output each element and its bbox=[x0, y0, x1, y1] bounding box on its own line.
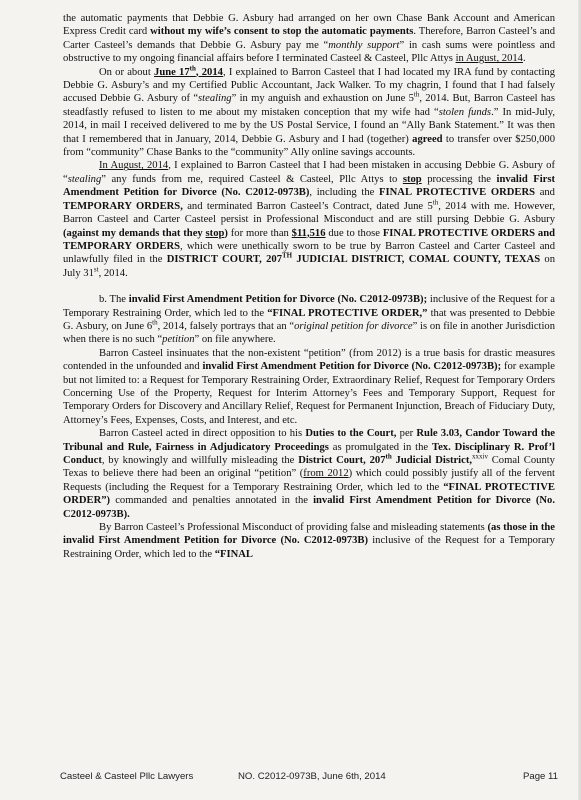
footer-firm-name: Casteel & Casteel Pllc Lawyers bbox=[60, 771, 194, 782]
document-body bbox=[63, 12, 555, 561]
text-run: Barron Casteel insinuates that the non-existent “petition” (from 2012) is a true basis for drastic measures contended in the unfounded and bbox=[63, 347, 555, 373]
text-run: and terminated Barron Casteel’s Contract, dated June 5 bbox=[182, 200, 433, 212]
text-run: monthly support bbox=[328, 39, 400, 51]
text-run: “FINAL PROTECTIVE ORDER”) bbox=[63, 481, 555, 507]
text-run: FINAL PROTECTIVE ORDERS bbox=[379, 187, 535, 199]
text-run: ) which could possibly justify all of the fervent Requests (including the Request for a Temporary Restraining Order, which led to the bbox=[63, 468, 555, 493]
text-run: petition bbox=[162, 334, 195, 346]
text-run: stop bbox=[205, 227, 225, 239]
text-run: agreed bbox=[412, 133, 443, 145]
paragraph bbox=[63, 521, 555, 561]
text-run: $11,516 bbox=[291, 227, 326, 239]
text-run: TEMPORARY ORDERS, bbox=[63, 200, 183, 212]
paragraph bbox=[63, 293, 555, 347]
text-run: . Therefore, Barron Casteel’s and Carter Casteel’s demands that Debbie G. Asbury pay me “ bbox=[63, 26, 555, 51]
text-run: processing the bbox=[421, 173, 497, 185]
text-run: inclusive of the Request for a Temporary Restraining Order, which led to the bbox=[63, 535, 555, 560]
text-run: due to those bbox=[325, 227, 383, 239]
text-run: th bbox=[432, 198, 439, 207]
text-run: for more than bbox=[227, 227, 292, 239]
text-run: , including the bbox=[309, 187, 380, 199]
text-run: th bbox=[413, 90, 420, 99]
text-run: , 2014 bbox=[195, 66, 223, 78]
text-run: invalid First Amendment Petition for Divorce (No. C2012-0973B); bbox=[128, 294, 428, 306]
text-run: in August, 2014 bbox=[455, 53, 523, 65]
text-run: stop bbox=[402, 173, 422, 185]
text-run: District Court, 207 bbox=[298, 455, 386, 466]
text-run: th bbox=[189, 64, 196, 73]
text-run: stolen funds bbox=[438, 106, 492, 118]
text-run: Barron Casteel acted in direct opposition to his bbox=[99, 428, 306, 440]
text-run: , which were unethically sworn to be true by Barron Casteel and Carter Casteel and unlawfully filed in the bbox=[63, 240, 555, 266]
text-run: and bbox=[535, 187, 555, 199]
text-run: , 2014, falsely portrays that an “ bbox=[157, 320, 295, 332]
text-run: Judicial District, bbox=[391, 455, 472, 466]
text-run: ” in cash sums were pointless and obstructive to my ongoing financial affairs before I terminated Casteel & Casteel, Pllc Attys bbox=[63, 39, 555, 65]
text-run: from 2012 bbox=[303, 468, 349, 480]
text-run: “FINAL bbox=[214, 548, 253, 560]
footer-page-number: Page 11 bbox=[522, 771, 558, 782]
text-run: .” In mid-July, 2014, in mail I received delivered to me by the US Postal Service, I found an “Ally Bank Statement.” It was then that I remembered that in January, 2014, Debbie G. Asbury and I had (together) bbox=[63, 106, 555, 145]
text-run: invalid First Amendment Petition for Divorce (No. C2012-0973B). bbox=[63, 495, 555, 520]
text-run: , 2014. bbox=[98, 267, 128, 279]
text-run: , 2014. But, Barron Casteel has steadfastly refused to listen to me about my mistaken conception that my wife had “ bbox=[63, 93, 556, 118]
text-run: In August, 2014 bbox=[99, 160, 169, 172]
text-run: th bbox=[152, 318, 158, 327]
text-run: , by knowingly and willfully misleading the bbox=[101, 455, 299, 466]
text-run: FINAL PROTECTIVE ORDERS and TEMPORARY ORDERS bbox=[63, 227, 556, 252]
text-run: June 17 bbox=[154, 66, 190, 78]
text-run: stealing bbox=[67, 173, 102, 185]
paragraph bbox=[63, 347, 555, 427]
text-run: Duties to the Court, bbox=[305, 428, 397, 440]
text-run: invalid First Amendment Petition for Divorce (No. C2012-0973B); bbox=[202, 361, 502, 373]
text-run: inclusive of the Request for a Temporary Restraining Order, which led to the bbox=[63, 294, 555, 319]
text-run: st bbox=[93, 265, 99, 274]
text-run: ” any funds from me, required Casteel & Casteel, Pllc Attys to bbox=[101, 173, 403, 185]
text-run: th bbox=[385, 452, 392, 461]
text-run: , I explained to Barron Casteel that I had located my IRA fund by contacting Debbie G. Asbury’s and my Certified Public Accountant, Jack Walker. To my chagrin, I found that I had falsely accused Debbie G. Asbury of “ bbox=[63, 66, 556, 105]
text-run: Tex. Disciplinary R. Prof’l Conduct bbox=[63, 441, 555, 466]
text-run: , 2014 with me. However, Barron Casteel and Carter Casteel persist in Professional Misconduct and are still pursing Debbie G. Asbury bbox=[63, 200, 556, 226]
text-run: By Barron Casteel’s Professional Misconduct of providing false and misleading statements bbox=[99, 522, 488, 534]
text-run: stealing bbox=[198, 93, 232, 105]
text-run: the automatic payments that Debbie G. Asbury had arranged on her own Chase Bank Account and American Express Credit card bbox=[63, 13, 555, 38]
paragraph bbox=[63, 66, 555, 160]
text-run: DISTRICT COURT, 207 bbox=[166, 254, 282, 266]
text-run: ” in my anguish and exhaustion on June 5 bbox=[231, 93, 414, 105]
text-run: On or about bbox=[99, 66, 155, 78]
text-run: . bbox=[522, 53, 526, 65]
text-run: Comal County Texas to believe there had been an original “petition” ( bbox=[63, 455, 555, 480]
text-run: JUDICIAL DISTRICT, COMAL COUNTY, TEXAS bbox=[292, 254, 541, 266]
footer-case-number: NO. C2012-0973B, June 6th, 2014 bbox=[238, 771, 386, 782]
text-run: xxxiv bbox=[472, 452, 488, 461]
text-run: for example but not limited to: a Request for Temporary Restraining Order, Extraordinary Relief, Request for Temporary Orders Concerning Use of the Property, Request for Interim Attorney’s Fees and Temporary Support, Request for Temporary Orders for Discovery and Ancillary Relief, Request for Permanent Injunction, Breach of Fiduciary Duty, Attorney’s Fees, Expenses, Costs, and Interest, and etc. bbox=[63, 361, 556, 426]
paragraph bbox=[63, 159, 555, 280]
paragraph bbox=[63, 427, 555, 521]
text-run: (against my demands that they bbox=[63, 227, 206, 239]
text-run: ” is on file in another Jurisdiction when there is no such “ bbox=[63, 320, 556, 346]
text-run: invalid First Amendment Petition for Divorce (No. C2012-0973B) bbox=[63, 173, 555, 199]
text-run: ) bbox=[224, 227, 228, 239]
text-run: ” on file anywhere. bbox=[194, 334, 276, 346]
text-run: without my wife’s consent to stop the automatic payments bbox=[150, 26, 414, 38]
text-run: “FINAL PROTECTIVE ORDER,” bbox=[267, 307, 428, 319]
text-run: TH bbox=[282, 251, 293, 260]
text-run: original petition for divorce bbox=[294, 320, 413, 332]
text-run: b. The bbox=[99, 294, 129, 306]
text-run: that was presented to Debbie G. Asbury, on June 6 bbox=[63, 307, 555, 332]
text-run: per bbox=[396, 428, 417, 440]
text-run: (as those in the invalid First Amendment Petition for Divorce (No. C2012-0973B) bbox=[63, 522, 556, 547]
paragraph bbox=[63, 12, 555, 66]
text-run: Rule 3.03, Candor Toward the Tribunal and Rule, Fairness in Adjudicatory Proceedings bbox=[63, 428, 556, 453]
text-run: on July 31 bbox=[63, 254, 555, 279]
text-run: commanded and penalties annotated in the bbox=[110, 495, 314, 507]
text-run: , I explained to Barron Casteel that I had been mistaken in accusing Debbie G. Asbury of “ bbox=[63, 160, 555, 185]
text-run: to transfer over $250,000 from “community” Chase Banks to the “community” Ally online savings accounts. bbox=[63, 133, 556, 159]
text-run: as promulgated in the bbox=[328, 441, 433, 453]
